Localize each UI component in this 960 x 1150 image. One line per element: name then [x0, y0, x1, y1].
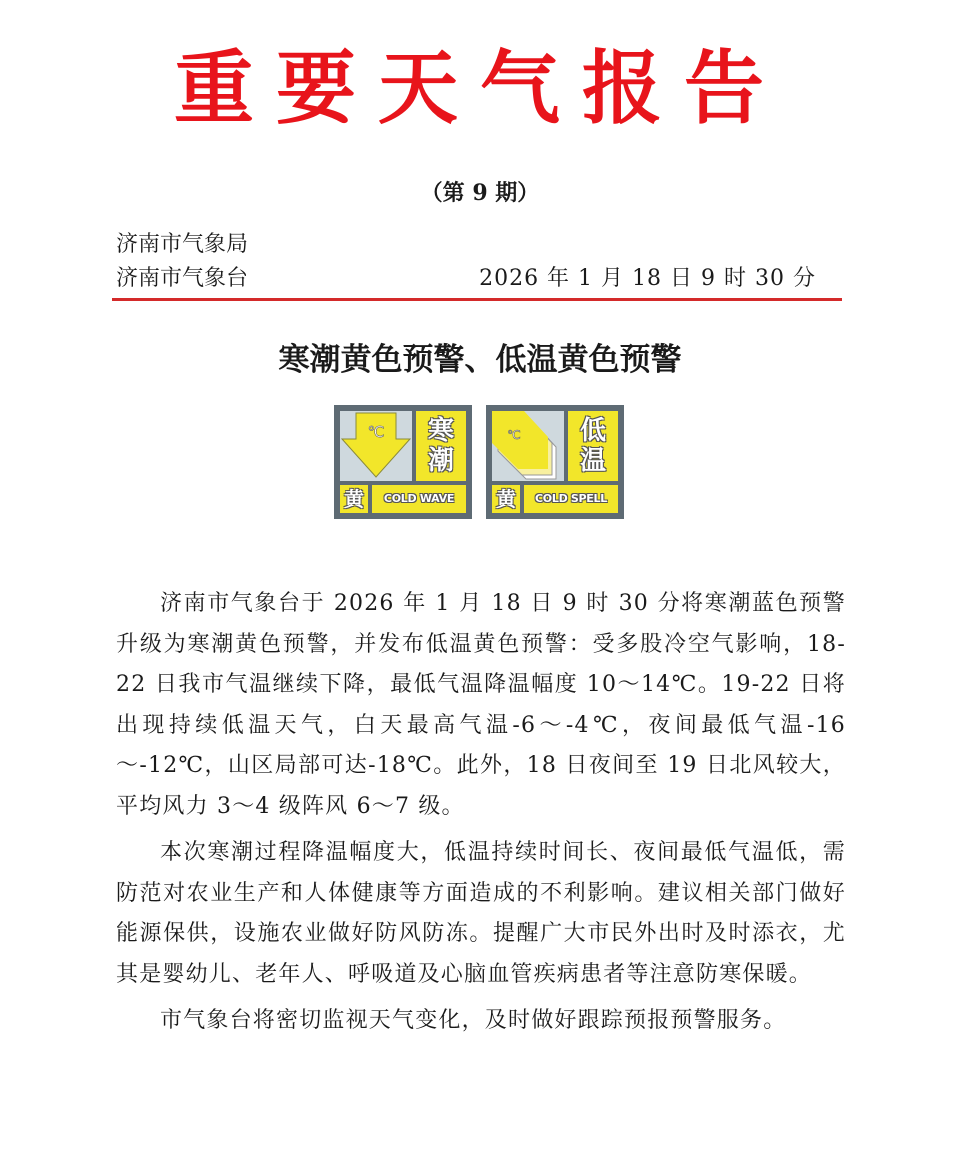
sign-label-cn	[568, 411, 618, 481]
issue-number: （第 9 期）	[420, 180, 540, 206]
svg-text:℃: ℃	[507, 428, 521, 442]
svg-text:℃: ℃	[367, 423, 385, 441]
sign-label-cn	[416, 411, 466, 481]
issued-time: 2026 年 1 月 18 日 9 时 30 分	[479, 266, 816, 291]
sign-char: 潮	[427, 446, 454, 476]
sign-char: 低	[579, 416, 606, 446]
cold-wave-yellow-sign	[334, 405, 472, 519]
report-masthead: 重要天气报告	[174, 41, 786, 135]
thermometer-cards-icon	[492, 411, 564, 481]
issuer-bureau: 济南市气象局	[116, 232, 249, 257]
document-title: 寒潮黄色预警、低温黄色预警	[278, 342, 682, 378]
paragraph-impact-advice: 本次寒潮过程降温幅度大，低温持续时间长、夜间最低气温低，需防范对农业生产和人体健康等方面造成的不利影响。建议相关部门做好能源保供，设施农业做好防风防冻。提醒广大市民外出时及时添衣，尤其是婴幼儿、老年人、呼吸道及心脑血管疾病患者等注意防寒保暖。	[116, 840, 846, 987]
sign-label-en: COLD SPELL	[524, 485, 618, 513]
paragraph-monitoring: 市气象台将密切监视天气变化，及时做好跟踪预报预警服务。	[160, 1008, 787, 1033]
paragraph-warning-details: 济南市气象台于 2026 年 1 月 18 日 9 时 30 分将寒潮蓝色预警升级为寒潮黄色预警，并发布低温黄色预警：受多股冷空气影响，18-22 日我市气温继续下降，最低气温降温幅度 10～14℃。19-22 日将出现持续低温天气，白天最高气温-6～-4℃，夜间最低气温-16～-12℃，山区局部可达-18℃。此外，18 日夜间至 19 日北风较大，平均风力 3～4 级阵风 6～7 级。	[116, 591, 846, 819]
sign-char: 寒	[427, 416, 454, 446]
down-arrow-icon	[340, 411, 412, 481]
sign-label-en: COLD WAVE	[372, 485, 466, 513]
warning-signs	[334, 405, 624, 519]
cold-spell-yellow-sign	[486, 405, 624, 519]
sign-char: 温	[579, 446, 606, 476]
sign-level: 黄	[492, 485, 520, 513]
sign-level: 黄	[340, 485, 368, 513]
header-divider	[112, 298, 842, 301]
report-body	[116, 584, 846, 1048]
issuer-observatory: 济南市气象台	[116, 266, 249, 291]
